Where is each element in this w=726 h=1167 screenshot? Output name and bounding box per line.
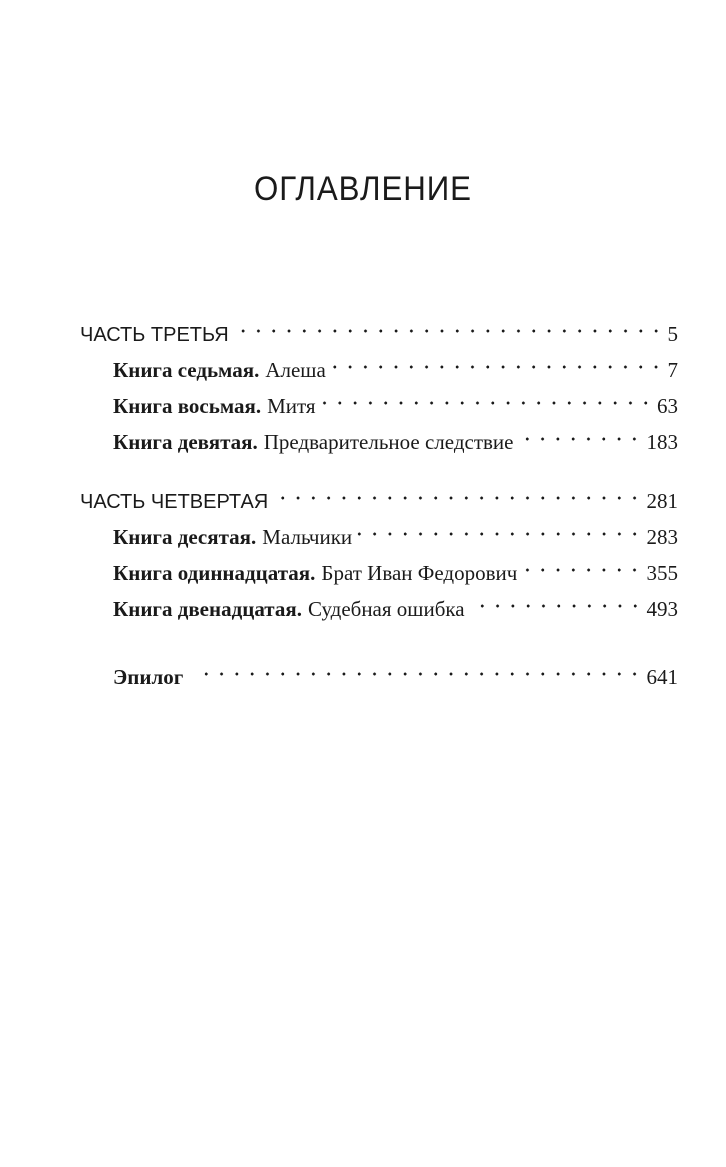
toc-page-number: 283 bbox=[646, 525, 678, 549]
page-title: ОГЛАВЛЕНИЕ bbox=[254, 170, 472, 208]
toc-book-twelve[interactable] bbox=[80, 591, 678, 627]
toc-page-number: 493 bbox=[646, 597, 678, 621]
toc-book-eleven[interactable] bbox=[80, 555, 678, 591]
toc-page-number: 641 bbox=[646, 665, 678, 689]
toc-epilogue[interactable] bbox=[80, 659, 678, 695]
dot-leader bbox=[356, 528, 642, 540]
toc-page-number: 183 bbox=[646, 430, 678, 454]
toc-book-title: Предварительное следствие bbox=[263, 430, 514, 454]
toc-book-number: Книга одиннадцатая. bbox=[113, 561, 316, 585]
toc-epilogue-label: Эпилог bbox=[113, 665, 184, 689]
dot-leader bbox=[272, 492, 642, 504]
toc-book-nine[interactable] bbox=[80, 424, 678, 460]
toc-page-number: 63 bbox=[657, 394, 678, 418]
toc-page-number: 7 bbox=[667, 358, 678, 382]
dot-leader bbox=[521, 564, 642, 576]
toc-part-label: ЧАСТЬ ТРЕТЬЯ bbox=[80, 324, 229, 346]
toc-book-label bbox=[113, 555, 517, 591]
toc-page-number: 355 bbox=[646, 561, 678, 585]
toc-book-seven[interactable] bbox=[80, 352, 678, 388]
toc-book-eight[interactable] bbox=[80, 388, 678, 424]
toc-page-number: 281 bbox=[646, 489, 678, 513]
dot-leader bbox=[517, 433, 642, 445]
toc-book-label bbox=[113, 424, 513, 460]
dot-leader bbox=[330, 361, 664, 373]
toc-part-label: ЧАСТЬ ЧЕТВЕРТАЯ bbox=[80, 491, 269, 513]
toc-book-label bbox=[113, 388, 316, 424]
dot-leader bbox=[193, 668, 642, 680]
toc-book-ten[interactable] bbox=[80, 519, 678, 555]
toc-book-number: Книга десятая. bbox=[113, 525, 257, 549]
toc-book-title: Брат Иван Федорович bbox=[321, 561, 518, 585]
table-of-contents bbox=[80, 316, 678, 695]
dot-leader bbox=[233, 325, 664, 337]
toc-book-number: Книга седьмая. bbox=[113, 358, 260, 382]
toc-page-number: 5 bbox=[667, 322, 678, 346]
toc-book-title: Мальчики bbox=[262, 525, 353, 549]
toc-book-title: Митя bbox=[267, 394, 316, 418]
toc-book-title: Алеша bbox=[265, 358, 326, 382]
toc-book-number: Книга девятая. bbox=[113, 430, 258, 454]
dot-leader bbox=[469, 600, 643, 612]
toc-book-label bbox=[113, 352, 326, 388]
toc-book-number: Книга двенадцатая. bbox=[113, 597, 302, 621]
toc-book-title: Судебная ошибка bbox=[307, 597, 465, 621]
dot-leader bbox=[320, 397, 653, 409]
toc-part-four[interactable] bbox=[80, 483, 678, 519]
toc-part-three[interactable] bbox=[80, 316, 678, 352]
toc-book-label bbox=[113, 591, 465, 627]
toc-book-number: Книга восьмая. bbox=[113, 394, 262, 418]
toc-book-label bbox=[113, 519, 352, 555]
